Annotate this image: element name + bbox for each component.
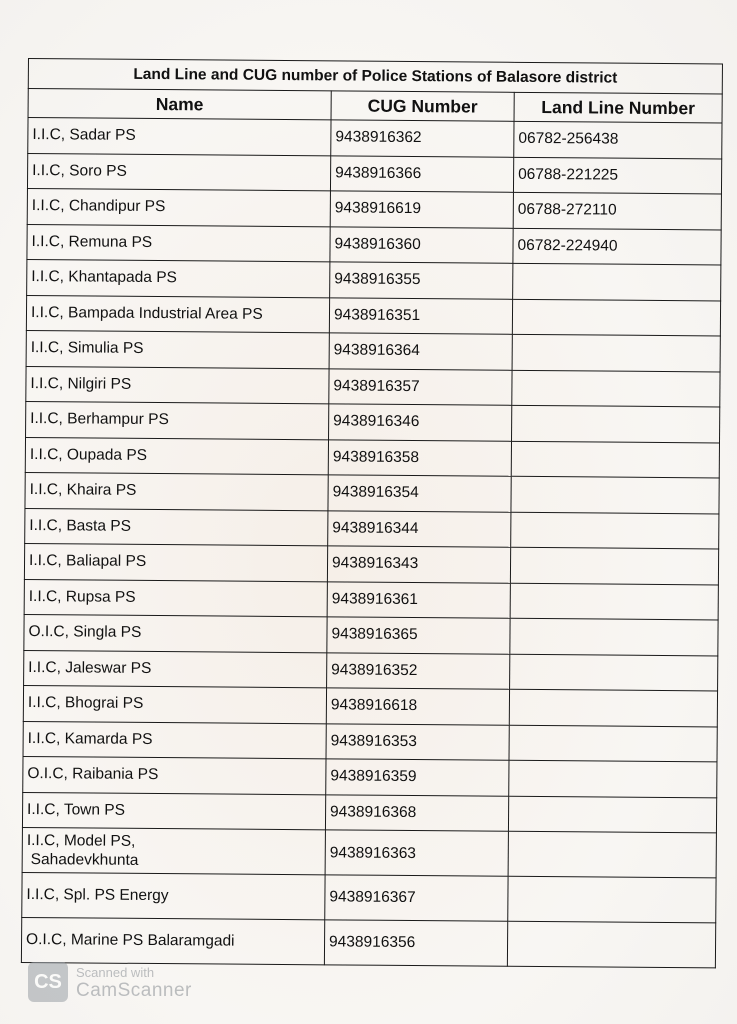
table-row [26, 366, 720, 407]
cug-number: 9438916355 [330, 262, 513, 299]
table-row [23, 721, 717, 762]
station-name: I.I.C, Spl. PS Energy [22, 872, 325, 919]
land-line-number [512, 334, 720, 371]
cug-number: 9438916354 [328, 475, 511, 512]
station-name: I.I.C, Bhograi PS [23, 685, 326, 723]
table-row [25, 508, 719, 549]
land-line-number [507, 921, 715, 968]
cug-number: 9438916368 [325, 794, 508, 831]
cug-number: 9438916365 [327, 617, 510, 654]
land-line-number [510, 547, 718, 584]
station-name: I.I.C, Jaleswar PS [24, 650, 327, 688]
header-land-line-number: Land Line Number [514, 92, 722, 123]
table-row [25, 472, 719, 513]
camscanner-logo-icon: CS [28, 962, 68, 1002]
cug-number: 9438916359 [326, 759, 509, 796]
cug-number: 9438916363 [325, 830, 508, 876]
station-name: I.I.C, Nilgiri PS [26, 366, 329, 404]
cug-number: 9438916366 [330, 155, 513, 192]
cug-number: 9438916358 [328, 439, 511, 476]
station-name: I.I.C, Oupada PS [25, 437, 328, 475]
station-name: I.I.C, Sadar PS [28, 118, 331, 156]
station-name: I.I.C, Kamarda PS [23, 721, 326, 759]
land-line-number [511, 476, 719, 513]
table-row [26, 295, 720, 336]
header-cug-number: CUG Number [331, 91, 514, 121]
land-line-number [508, 876, 716, 923]
table-row [24, 650, 718, 691]
table-row [25, 437, 719, 478]
cug-number: 9438916364 [329, 333, 512, 370]
watermark-bottom-text: CamScanner [76, 980, 192, 1001]
station-name: I.I.C, Soro PS [27, 153, 330, 191]
table-row [24, 614, 718, 655]
cug-number: 9438916357 [329, 368, 512, 405]
land-line-number [510, 583, 718, 620]
station-name: I.I.C, Basta PS [25, 508, 328, 546]
table-row [28, 118, 722, 159]
table-row [22, 827, 716, 877]
table-row [24, 543, 718, 584]
camscanner-watermark [28, 962, 192, 1002]
table-row [27, 153, 721, 194]
cug-number: 9438916351 [329, 297, 512, 334]
table-row [26, 401, 720, 442]
land-line-number: 06788-221225 [513, 157, 721, 194]
land-line-number [512, 405, 720, 442]
station-name: I.I.C, Remuna PS [27, 224, 330, 262]
station-name [22, 827, 325, 874]
cug-number: 9438916356 [324, 920, 507, 966]
header-name: Name [28, 89, 331, 120]
station-name: I.I.C, Town PS [22, 792, 325, 830]
cug-number: 9438916618 [326, 688, 509, 725]
cug-number: 9438916362 [331, 120, 514, 157]
land-line-number [509, 760, 717, 797]
land-line-number [508, 831, 716, 878]
cug-number: 9438916360 [330, 226, 513, 263]
station-name: I.I.C, Chandipur PS [27, 188, 330, 226]
land-line-number [509, 725, 717, 762]
cug-number: 9438916361 [327, 581, 510, 618]
table-row [26, 330, 720, 371]
land-line-number [511, 441, 719, 478]
table-row [27, 188, 721, 229]
land-line-number [513, 263, 721, 300]
land-line-number: 06782-224940 [513, 228, 721, 265]
table-row [27, 224, 721, 265]
watermark-top-text: Scanned with [76, 965, 155, 980]
land-line-number: 06782-256438 [514, 121, 722, 158]
table-row [23, 685, 717, 726]
cug-number: 9438916344 [328, 510, 511, 547]
station-name: I.I.C, Khantapada PS [27, 259, 330, 297]
table-row [22, 792, 716, 833]
station-name: I.I.C, Berhampur PS [26, 401, 329, 439]
cug-number: 9438916343 [327, 546, 510, 583]
table-row [27, 259, 721, 300]
station-name: I.I.C, Baliapal PS [24, 543, 327, 581]
table-row [24, 579, 718, 620]
land-line-number [508, 796, 716, 833]
table-row [23, 756, 717, 797]
cug-number: 9438916353 [326, 723, 509, 760]
land-line-number [512, 299, 720, 336]
cug-number: 9438916367 [325, 875, 508, 921]
land-line-number [509, 689, 717, 726]
station-name: I.I.C, Rupsa PS [24, 579, 327, 617]
table-row [22, 872, 716, 922]
land-line-number: 06788-272110 [513, 192, 721, 229]
station-name: I.I.C, Khaira PS [25, 472, 328, 510]
station-name: I.I.C, Simulia PS [26, 330, 329, 368]
station-name: O.I.C, Marine PS Balaramgadi [21, 917, 324, 964]
land-line-number [511, 512, 719, 549]
cug-number: 9438916346 [329, 404, 512, 441]
police-stations-table [21, 58, 723, 968]
cug-number: 9438916619 [330, 191, 513, 228]
table-row [21, 917, 715, 967]
table-title: Land Line and CUG number of Police Stations of Balasore district [28, 59, 722, 94]
station-name-line2: Sahadevkhunta [30, 851, 139, 869]
cug-number: 9438916352 [327, 652, 510, 689]
land-line-number [510, 618, 718, 655]
station-name: O.I.C, Singla PS [24, 614, 327, 652]
land-line-number [510, 654, 718, 691]
station-name: I.I.C, Bampada Industrial Area PS [26, 295, 329, 333]
station-name-line1: I.I.C, Model PS, [26, 832, 136, 850]
land-line-number [512, 370, 720, 407]
station-name: O.I.C, Raibania PS [23, 756, 326, 794]
